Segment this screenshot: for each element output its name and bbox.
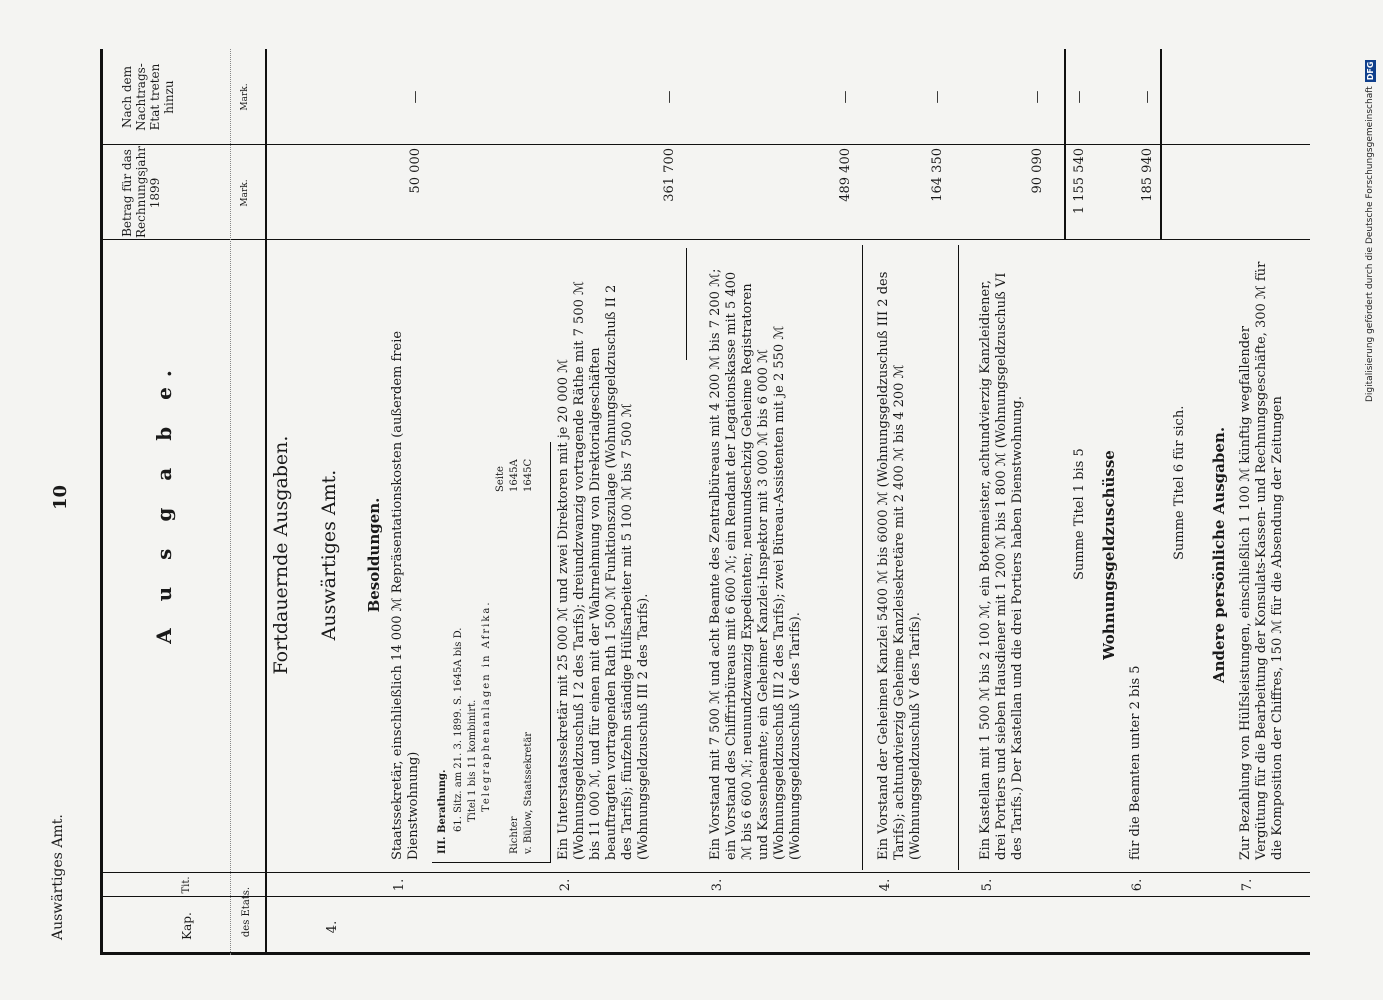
col-header-betrag-unit: Mark.	[240, 179, 250, 207]
page-title: A u s g a b e.	[152, 360, 176, 644]
col-header-nachtrag: Nach dem Nachtrags-Etat treten hinzu	[120, 63, 176, 131]
debate-note-box	[432, 442, 551, 863]
dfg-logo: DFG	[1365, 61, 1375, 81]
row-nachtrag-1: —	[408, 90, 423, 104]
row-text-3: Ein Vorstand mit 7 500 ℳ und acht Beamte des Zentralbüreaus mit 4 200 ℳ bis 7 200 ℳ; ein Vorstand des Chiffrirbüreaus mit 6 600 ℳ; ein Rendant der Legationskasse mit 5 400 ℳ bis 6 600 ℳ; neunundzwanzig Expedienten; neunundsechzig Geheime Registratoren und Kassenbeamte; ein Geheimer Kanzlei-Inspektor mit 3 000 ℳ bis 6 000 ℳ (Wohnungsgeldzuschuß III 2 des Tarifs); zwei Büreau-Assistenten mit je 2 550 ℳ (Wohnungsgeldzuschuß V des Tarifs).	[708, 268, 803, 860]
row-text-4: Ein Vorstand der Geheimen Kanzlei 5400 ℳ bis 6000 ℳ (Wohnungsgeldzuschuß III 2 des Tarifs); achtundvierzig Geheime Kanzleisekretäre mit 2 400 ℳ bis 4 200 ℳ (Wohnungsgeldzuschuß V des Tarifs).	[876, 271, 923, 860]
note-seite-label: Seite	[495, 466, 506, 492]
row-text-5: Ein Kastellan mit 1 500 ℳ bis 2 100 ℳ, ein Botenmeister, achtundvierzig Kanzleidiener, drei Portiers und sieben Hausdiener mit 1 200 ℳ bis 1 800 ℳ (Wohnungsgeldzuschuß VI des Tarifs.) Der Kastellan und die drei Portiers haben Dienstwohnung.	[978, 272, 1025, 860]
row-text-7: Zur Bezahlung von Hülfsleistungen, einschließlich 1 100 ℳ künftig wegfallender Vergütung für die Bearbeitung der Konsulats-Kassen- und Rechnungsgeschäfte, 300 ℳ für die Komposition der Chiffres, 150 ℳ für die Absendung der Zeitungen	[1238, 261, 1285, 860]
row-text-1: Staatssekretär, einschließlich 14 000 ℳ Repräsentationskosten (außerdem freie Dienstwohnung)	[390, 330, 421, 860]
sum-1-5-nachtrag: —	[1072, 90, 1087, 104]
running-header: Auswärtiges Amt.	[50, 814, 66, 940]
col-header-des-etats: des Etats.	[241, 886, 252, 938]
row-amount-6: 185 940	[1140, 148, 1155, 202]
col-header-tit: Tit.	[181, 876, 192, 894]
row-6-rule	[1160, 49, 1162, 240]
col-divider-text	[100, 872, 1310, 873]
table-header-rule	[265, 49, 267, 955]
note-telegraphen: Telegraphenanlagen in Afrika.	[481, 600, 492, 812]
note-buelow: v. Bülow, Staatssekretär	[523, 731, 534, 854]
row-2-underline	[686, 248, 687, 360]
note-sitzung: 61. Sitz. am 21. 3. 1899. S. 1645A bis D.	[453, 627, 464, 832]
note-beratung: III. Berathung.	[437, 769, 448, 854]
note-richter-page: 1645A	[509, 459, 520, 492]
sum-1-5-rule	[1064, 49, 1066, 240]
row-amount-3: 489 400	[838, 148, 853, 202]
col-divider-nachtrag	[100, 144, 1310, 145]
row-nachtrag-5: —	[1030, 90, 1045, 104]
row-tit-1: 1.	[392, 878, 407, 892]
row-tit-4: 4.	[878, 878, 893, 892]
page-number: 10	[50, 484, 71, 510]
row-4-underline	[958, 245, 959, 870]
row-amount-2: 361 700	[662, 148, 677, 202]
row-3-underline	[862, 245, 863, 870]
row-amount-5: 90 090	[1030, 148, 1045, 194]
row-nachtrag-3: —	[838, 90, 853, 104]
row-nachtrag-4: —	[930, 90, 945, 104]
digitization-note-text: Digitalisierung gefördert durch die Deutsche Forschungsgemeinschaft	[1365, 86, 1375, 402]
sum-1-5-label: Summe Titel 1 bis 5	[1072, 448, 1087, 580]
col-header-kap: Kap.	[180, 912, 194, 940]
row-tit-5: 5.	[980, 878, 995, 892]
row-tit-2: 2.	[558, 878, 573, 892]
row-amount-4: 164 350	[930, 148, 945, 202]
row-tit-7: 7.	[1240, 878, 1255, 892]
col-header-betrag: Betrag für das Rechnungsjahr 1899	[120, 146, 162, 238]
row-tit-6: 6.	[1130, 878, 1145, 892]
note-buelow-page: 1645C	[523, 458, 534, 492]
row-text-2: Ein Unterstaatssekretär mit 25 000 ℳ und zwei Direktoren mit je 20 000 ℳ (Wohnungsgeldzuschuß I 2 des Tarifs); dreiundzwanzig vortragende Räthe mit 7 500 ℳ bis 11 000 ℳ, und für einen mit der Wahrnehmung von Direktorialgeschäften beauftragten vortragenden Rath 1 500 ℳ Funktionszulage (Wohnungsgeldzuschuß II 2 des Tarifs); fünfzehn ständige Hülfsarbeiter mit 5 100 ℳ bis 7 500 ℳ (Wohnungsgeldzuschuß III 2 des Tarifs).	[556, 281, 651, 860]
row-amount-1: 50 000	[408, 148, 423, 194]
row-tit-3: 3.	[710, 878, 725, 892]
section-kapitel-title: Auswärtiges Amt.	[318, 469, 340, 641]
col-header-nachtrag-unit: Mark.	[240, 83, 250, 111]
section-wohnung-title: Wohnungsgeldzuschüsse	[1100, 450, 1118, 660]
row-nachtrag-6: —	[1140, 90, 1155, 104]
section-besoldungen-title: Besoldungen.	[365, 497, 383, 613]
table-left-border	[100, 952, 1310, 955]
digitization-note	[1357, 0, 1383, 1000]
note-titel: Titel 1 bis 11 kombinirt.	[467, 699, 478, 822]
section-main-title: Fortdauernde Ausgaben.	[270, 435, 292, 675]
note-richter: Richter	[509, 816, 520, 854]
sum-1-5-amount: 1 155 540	[1072, 148, 1087, 215]
col-divider-kap	[100, 896, 1310, 897]
row-nachtrag-2: —	[662, 90, 677, 104]
table-top-rule	[100, 49, 103, 955]
sum-6-label: Summe Titel 6 für sich.	[1172, 405, 1187, 560]
unit-row-rule	[230, 49, 231, 955]
section-andere-title: Andere persönliche Ausgaben.	[1210, 426, 1228, 684]
kapitel-number: 4.	[325, 920, 340, 934]
row-text-6: für die Beamten unter 2 bis 5	[1128, 665, 1143, 860]
